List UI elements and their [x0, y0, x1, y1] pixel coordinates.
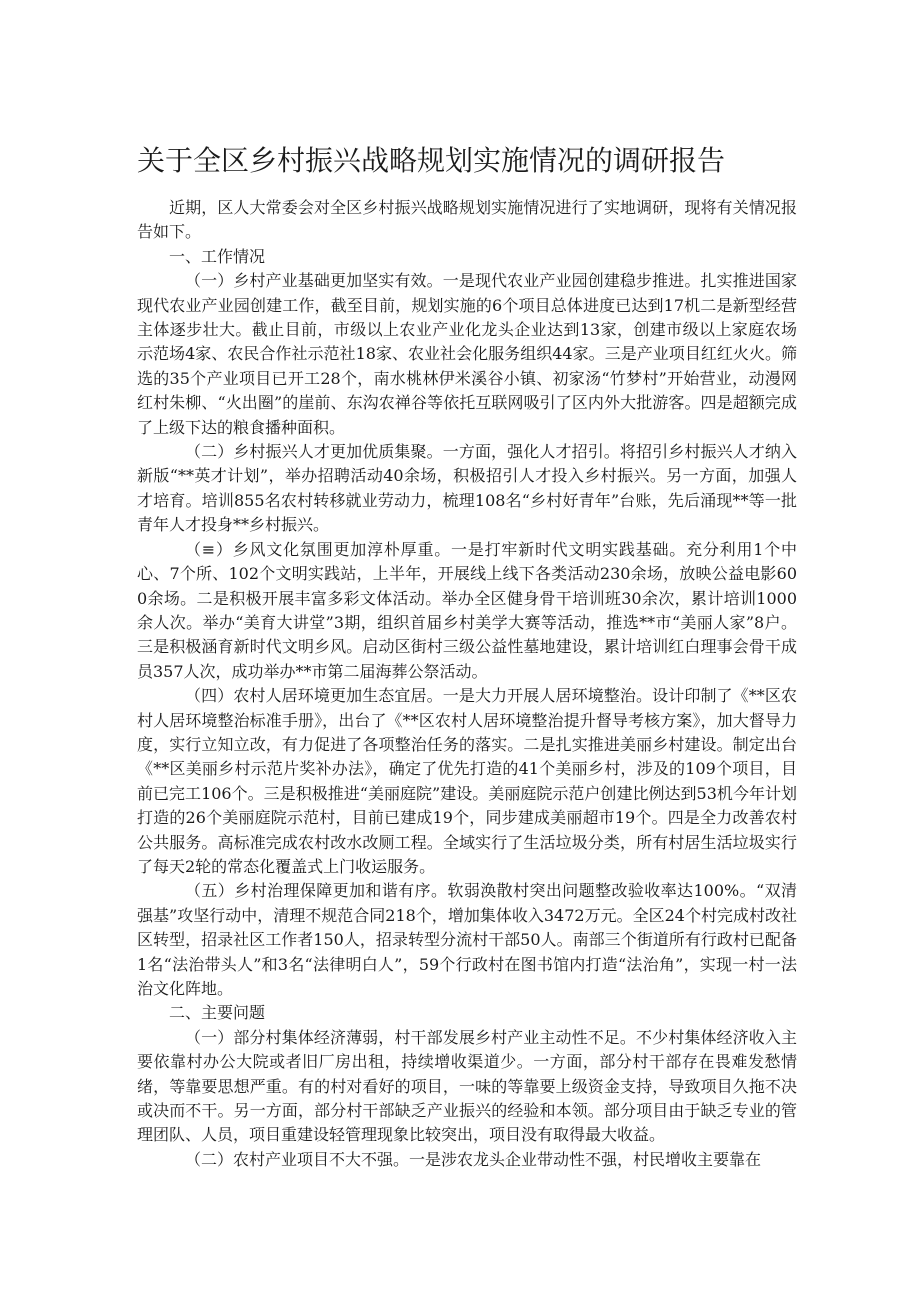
- paragraph-industry-foundation: （一）乡村产业基础更加坚实有效。一是现代农业产业园创建稳步推进。扎实推进国家现代农业产业园创建工作，截至目前，规划实施的6个项目总体进度已达到17机二是新型经营主体逐步壮大。截止目前，市级以上农业产业化龙头企业达到13家，创建市级以上家庭农场示范场4家、农民合作社示范社18家、农业社会化服务组织44家。三是产业项目红红火火。筛选的35个产业项目已开工28个，南水桃林伊米溪谷小镇、初家汤“竹梦村”开始营业，动漫网红村朱柳、“火出圈”的崖前、东沟农禅谷等依托互联网吸引了区内外大批游客。四是超额完成了上级下达的粮食播种面积。: [137, 271, 797, 437]
- paragraph-weak-collective-economy: （一）部分村集体经济薄弱，村干部发展乡村产业主动性不足。不少村集体经济收入主要依靠村办公大院或者旧厂房出租，持续增收渠道少。一方面，部分村干部存在畏难发愁情绪，等靠要思想严重。有的村对看好的项目，一味的等靠要上级资金支持，导致项目久拖不决或决而不干。另一方面，部分村干部缺乏产业振兴的经验和本领。部分项目由于缺乏专业的管理团队、人员，项目重建设轻管理现象比较突出，项目没有取得最大收益。: [137, 1027, 797, 1145]
- paragraph-rural-governance: （五）乡村治理保障更加和谐有序。软弱涣散村突出问题整改验收率达100%。“双清强基”攻坚行动中，清理不规范合同218个，增加集体收入3472万元。全区24个村完成村改社区转型，招录社区工作者150人，招录转型分流村干部50人。南部三个街道所有行政村已配备1名“法治带头人”和3名“法律明白人”，59个行政村在图书馆内打造“法治角”，实现一村一法治文化阵地。: [137, 881, 797, 998]
- document-title: 关于全区乡村振兴战略规划实施情况的调研报告: [137, 144, 726, 177]
- paragraph-rural-culture: （≡）乡风文化氛围更加淳朴厚重。一是打牢新时代文明实践基础。充分利用1个中心、7个所、102个文明实践站，上半年，开展线上线下各类活动230余场，放映公益电影600余场。二是积极开展丰富多彩文体活动。举办全区健身骨干培训班30余次，累计培训1000余人次。举办“美育大讲堂”3期，组织首届乡村美学大赛等活动，推选**市“美丽人家”8户。三是积极涵育新时代文明乡风。启动区街村三级公益性墓地建设，累计培训红白理事会骨干成员357人次，成功举办**市第二届海葬公祭活动。: [137, 539, 797, 681]
- paragraph-industry-projects: （二）农村产业项目不大不强。一是涉农龙头企业带动性不强，村民增收主要靠在: [185, 1149, 762, 1169]
- section-heading-work-status: 一、工作情况: [169, 246, 266, 266]
- section-heading-main-problems: 二、主要问题: [169, 1003, 266, 1023]
- document-body: [137, 196, 797, 1172]
- paragraph-talent-gathering: （二）乡村振兴人才更加优质集聚。一方面，强化人才招引。将招引乡村振兴人才纳入新版“**英才计划”，举办招聘活动40余场，积极招引人才投入乡村振兴。另一方面，加强人才培育。培训855名农村转移就业劳动力，梳理108名“乡村好青年”台账，先后涌现**等一批青年人才投身**乡村振兴。: [137, 442, 797, 535]
- paragraph-living-environment: （四）农村人居环境更加生态宜居。一是大力开展人居环境整治。设计印制了《**区农村人居环境整治标准手册》，出台了《**区农村人居环境整治提升督导考核方案》，加大督导力度，实行立知立改，有力促进了各项整治任务的落实。二是扎实推进美丽乡村建设。制定出台《**区美丽乡村示范片奖补办法》，确定了优先打造的41个美丽乡村，涉及的109个项目，目前已完工106个。三是积极推进“美丽庭院”建设。美丽庭院示范户创建比例达到53机今年计划打造的26个美丽庭院示范村，目前已建成19个，同步建成美丽超市19个。四是全力改善农村公共服务。高标准完成农村改水改厕工程。全域实行了生活垃圾分类，所有村居生活垃圾实行了每天2轮的常态化覆盖式上门收运服务。: [137, 686, 797, 876]
- intro-paragraph: 近期，区人大常委会对全区乡村振兴战略规划实施情况进行了实地调研，现将有关情况报告如下。: [137, 198, 797, 242]
